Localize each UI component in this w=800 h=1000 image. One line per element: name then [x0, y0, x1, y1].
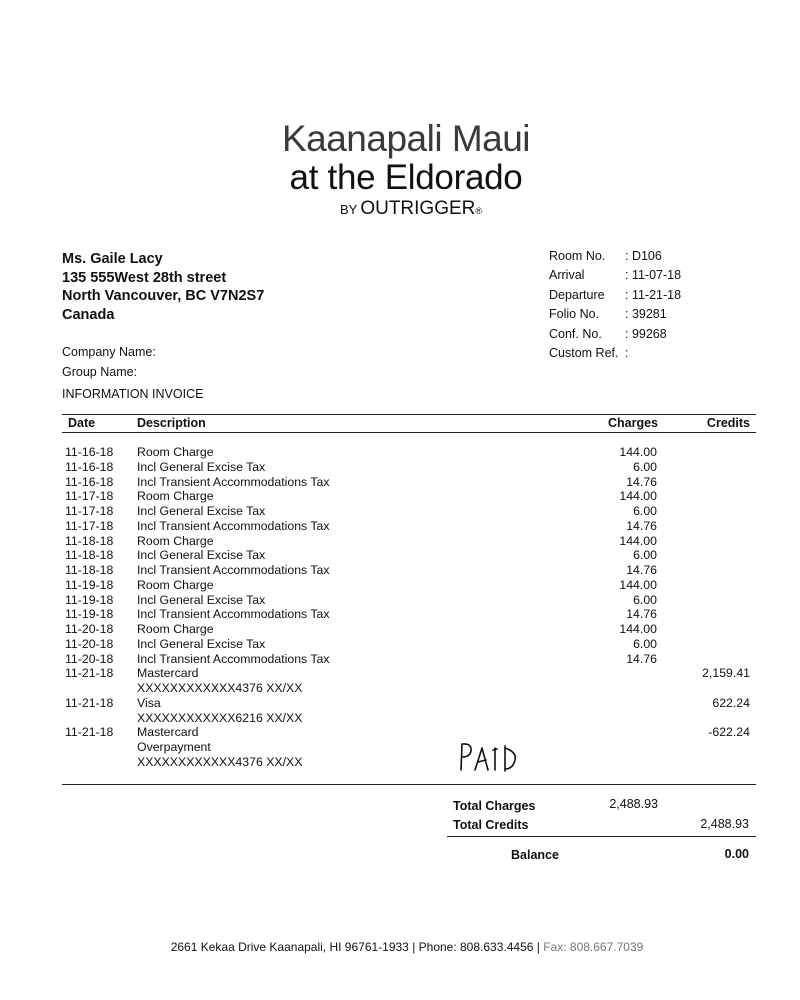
guest-address: [62, 250, 264, 324]
room-info-value: :: [625, 346, 629, 361]
room-info-row: [549, 305, 681, 324]
guest-address-line1: 135 555West 28th street: [62, 269, 227, 286]
row-charge: 144.00: [619, 445, 657, 459]
group-name-label: Group Name:: [62, 365, 138, 379]
row-date: 11-17-18: [65, 504, 114, 518]
row-description: Room Charge: [137, 489, 214, 504]
row-description: XXXXXXXXXXXX6216 XX/XX: [137, 710, 303, 725]
row-date: 11-18-18: [65, 548, 114, 563]
row-description: Room Charge: [137, 577, 214, 592]
company-name-label: Company Name:: [62, 345, 156, 359]
total-credits-label: Total Credits: [453, 818, 529, 832]
row-description: Room Charge: [137, 445, 214, 459]
row-description: XXXXXXXXXXXX4376 XX/XX: [137, 754, 303, 769]
table-header-rule: [62, 432, 756, 433]
guest-name: Ms. Gaile Lacy: [62, 251, 163, 267]
totals-bottom-rule: [447, 836, 756, 837]
room-info-row: [549, 325, 681, 344]
row-date: 11-21-18: [65, 695, 114, 710]
room-info-row: [549, 344, 681, 363]
table-row: [65, 607, 755, 622]
room-info-row: [549, 247, 681, 266]
footer-address: 2661 Kekaa Drive Kaanapali, HI 96761-1933 | Phone: 808.633.4456 |: [170, 940, 540, 954]
header-credits: Credits: [706, 416, 750, 430]
row-description: Mastercard: [137, 666, 199, 681]
totals-top-rule: [62, 784, 756, 785]
row-description: Incl Transient Accommodations Tax: [137, 474, 330, 489]
row-date: 11-18-18: [65, 563, 114, 577]
row-description: Room Charge: [137, 622, 214, 636]
row-charge: 144.00: [619, 622, 657, 636]
table-row: [65, 548, 755, 563]
room-info: [549, 247, 681, 363]
brand-by: BY: [339, 202, 358, 217]
header-charges: Charges: [607, 416, 658, 430]
table-row: [65, 519, 755, 534]
row-charge: 14.76: [626, 518, 657, 533]
row-description: Incl General Excise Tax: [137, 636, 266, 651]
row-charge: 144.00: [619, 577, 657, 592]
guest-country: Canada: [62, 306, 115, 323]
row-charge: 6.00: [633, 592, 657, 607]
table-row: [65, 563, 755, 578]
row-charge: 14.76: [626, 563, 657, 577]
room-info-value: : 99268: [625, 326, 667, 341]
room-info-label: Conf. No.: [549, 326, 602, 341]
row-date: 11-19-18: [65, 577, 114, 592]
balance-value: 0.00: [724, 847, 749, 861]
footer-fax: Fax: 808.667.7039: [543, 940, 644, 954]
row-date: 11-19-18: [65, 592, 114, 607]
row-date: 11-20-18: [65, 622, 114, 636]
room-info-label: Room No.: [549, 249, 606, 263]
row-date: 11-21-18: [65, 725, 114, 740]
row-charge: 14.76: [626, 474, 657, 489]
row-description: Incl General Excise Tax: [137, 548, 266, 563]
row-charge: 6.00: [633, 636, 657, 651]
row-date: 11-17-18: [65, 489, 114, 504]
guest-address-line2: North Vancouver, BC V7N2S7: [62, 288, 265, 304]
total-charges-label: Total Charges: [453, 799, 536, 813]
room-info-row: [549, 286, 681, 305]
room-info-value: : 39281: [625, 307, 667, 322]
row-description: Incl General Excise Tax: [137, 504, 266, 518]
room-info-label: Folio No.: [549, 307, 600, 322]
registered-mark: ®: [475, 206, 483, 216]
row-date: 11-21-18: [65, 666, 114, 681]
row-description: Room Charge: [137, 533, 214, 548]
room-info-label: Custom Ref.: [549, 346, 619, 361]
row-charge: 6.00: [633, 504, 657, 518]
row-charge: 6.00: [633, 459, 657, 474]
row-description: Overpayment: [137, 740, 211, 754]
row-description: Visa: [137, 695, 161, 710]
row-description: Incl Transient Accommodations Tax: [137, 651, 330, 666]
row-credit: -622.24: [708, 725, 750, 740]
table-row: [65, 711, 755, 726]
table-row: [65, 504, 755, 519]
room-info-label: Arrival: [549, 268, 585, 283]
table-row: [65, 652, 755, 667]
table-top-rule: [62, 414, 756, 415]
table-row: [65, 740, 755, 755]
paid-handwritten-stamp: [455, 740, 527, 774]
row-date: 11-20-18: [65, 651, 114, 666]
row-description: Incl Transient Accommodations Tax: [137, 563, 330, 577]
row-charge: 14.76: [626, 607, 657, 622]
total-charges-value: 2,488.93: [609, 797, 658, 811]
row-charge: 14.76: [626, 651, 657, 666]
table-row: [65, 755, 755, 770]
table-row: [65, 489, 755, 504]
row-credit: 2,159.41: [702, 666, 750, 681]
table-row: [65, 460, 755, 475]
table-row: [65, 445, 755, 460]
row-credit: 622.24: [712, 695, 750, 710]
row-charge: 144.00: [619, 533, 657, 548]
transaction-list: [65, 445, 755, 770]
row-date: 11-16-18: [65, 474, 114, 489]
room-info-row: [549, 266, 681, 285]
table-row: [65, 475, 755, 490]
row-description: Mastercard: [137, 725, 199, 740]
total-credits-value: 2,488.93: [700, 817, 749, 831]
row-date: 11-18-18: [65, 533, 114, 548]
row-date: 11-20-18: [65, 636, 114, 651]
table-row: [65, 696, 755, 711]
room-info-value: : 11-21-18: [625, 287, 682, 302]
row-charge: 6.00: [633, 548, 657, 563]
table-row: [65, 578, 755, 593]
table-row: [65, 725, 755, 740]
hotel-logo-line1: Kaanapali Maui: [281, 118, 531, 159]
row-description: XXXXXXXXXXXX4376 XX/XX: [137, 681, 303, 695]
row-date: 11-17-18: [65, 518, 114, 533]
room-info-label: Departure: [549, 287, 605, 302]
row-description: Incl Transient Accommodations Tax: [137, 518, 330, 533]
brand-logo: [0, 198, 800, 220]
table-row: [65, 534, 755, 549]
row-date: 11-16-18: [65, 445, 114, 459]
table-row: [65, 681, 755, 696]
table-row: [65, 666, 755, 681]
room-info-value: : 11-07-18: [625, 268, 682, 283]
hotel-logo-line2: at the Eldorado: [289, 158, 523, 197]
invoice-type: INFORMATION INVOICE: [62, 387, 204, 401]
table-row: [65, 637, 755, 652]
brand-name: OUTRIGGER: [360, 198, 476, 219]
row-date: 11-16-18: [65, 459, 114, 474]
header-date: Date: [68, 416, 96, 430]
footer: [0, 940, 800, 954]
row-description: Incl General Excise Tax: [137, 459, 266, 474]
table-row: [65, 622, 755, 637]
row-description: Incl General Excise Tax: [137, 592, 266, 607]
balance-label: Balance: [511, 848, 559, 862]
row-date: 11-19-18: [65, 607, 114, 622]
table-row: [65, 593, 755, 608]
row-description: Incl Transient Accommodations Tax: [137, 607, 330, 622]
header-description: Description: [137, 416, 206, 430]
row-charge: 144.00: [619, 489, 657, 504]
room-info-value: : D106: [625, 249, 662, 263]
